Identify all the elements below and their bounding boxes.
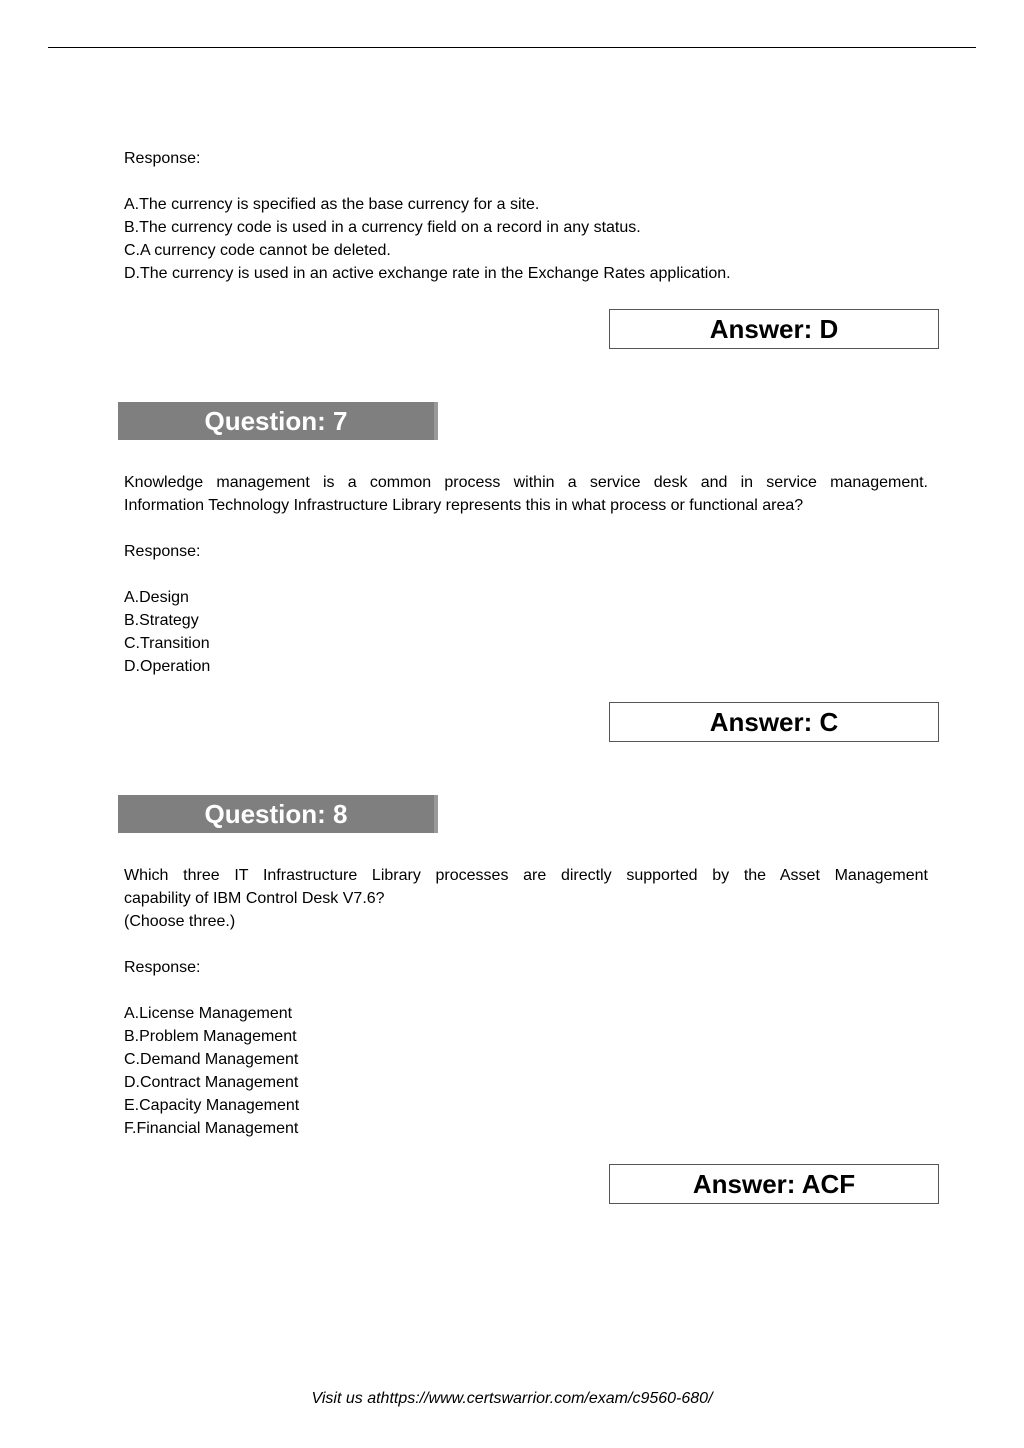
q6-option-c: C.A currency code cannot be deleted.: [124, 242, 391, 259]
q7-option-d: D.Operation: [124, 658, 211, 675]
q8-title: Question: 8: [204, 799, 348, 829]
q8-question-line-1: Which three IT Infrastructure Library processes are directly supported by the Asset Management: [124, 867, 928, 884]
q7-response-label: Response:: [124, 543, 201, 560]
q8-option-d: D.Contract Management: [124, 1074, 299, 1091]
q8-title-box: [118, 795, 438, 833]
q7-question-line-2: Information Technology Infrastructure Library represents this in what process or functional area?: [124, 497, 804, 514]
q6-response-label: Response:: [124, 150, 201, 167]
q8-option-b: B.Problem Management: [124, 1028, 297, 1045]
q7-title: Question: 7: [204, 406, 348, 436]
q8-question-line-3: (Choose three.): [124, 913, 236, 930]
q6-option-a: A.The currency is specified as the base currency for a site.: [124, 196, 540, 213]
q6-option-b: B.The currency code is used in a currency field on a record in any status.: [124, 219, 641, 236]
q7-option-c: C.Transition: [124, 635, 210, 652]
q8-answer-box: Answer: ACF: [609, 1164, 939, 1204]
q7-option-b: B.Strategy: [124, 612, 199, 629]
footer-link[interactable]: Visit us athttps://www.certswarrior.com/exam/c9560-680/: [311, 1390, 713, 1407]
q8-option-f: F.Financial Management: [124, 1120, 299, 1137]
q8-question-text: [124, 864, 928, 933]
q7-answer-box: Answer: C: [609, 702, 939, 742]
q7-title-box: [118, 402, 438, 440]
q8-option-a: A.License Management: [124, 1005, 293, 1022]
q7-question-text: [124, 471, 928, 517]
header-rule: [48, 47, 976, 48]
q7-question-line-1: Knowledge management is a common process within a service desk and in service management.: [124, 474, 928, 491]
q8-option-c: C.Demand Management: [124, 1051, 299, 1068]
q8-option-e: E.Capacity Management: [124, 1097, 300, 1114]
q7-option-a: A.Design: [124, 589, 189, 606]
q8-question-line-2: capability of IBM Control Desk V7.6?: [124, 890, 385, 907]
q6-answer-box: Answer: D: [609, 309, 939, 349]
q6-option-d: D.The currency is used in an active exchange rate in the Exchange Rates application.: [124, 265, 731, 282]
q8-response-label: Response:: [124, 959, 201, 976]
